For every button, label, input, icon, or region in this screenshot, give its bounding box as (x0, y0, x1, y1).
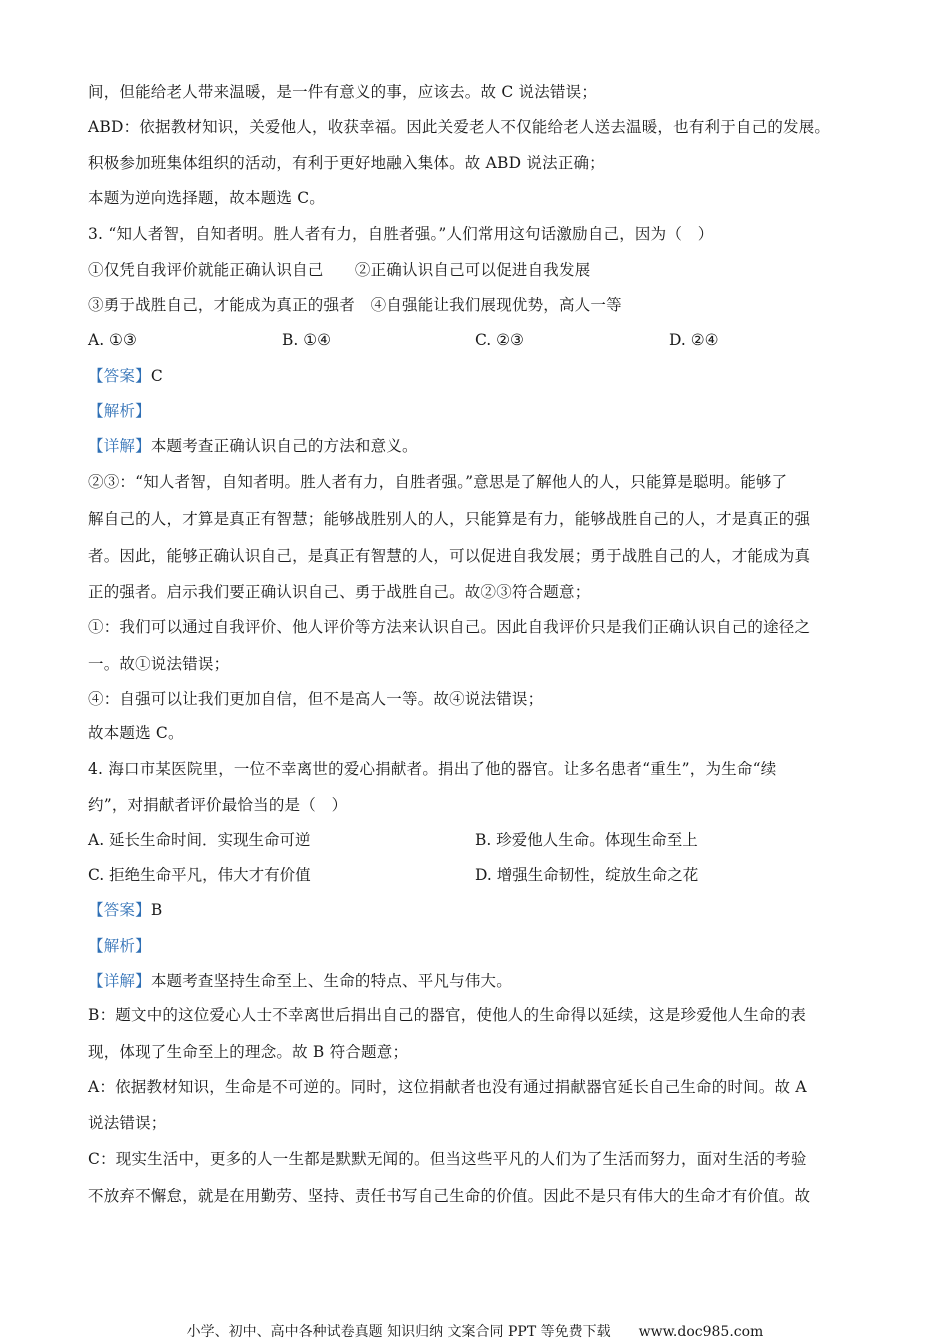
text-line: 间，但能给老人带来温暖，是一件有意义的事，应该去。故 C 说法错误； (88, 83, 598, 101)
text-line: 不放弃不懈怠，就是在用勤劳、坚持、责任书写自己生命的价值。因此不是只有伟大的生命才有价值。故 (88, 1187, 811, 1205)
answer-label: 【答案】 (88, 367, 151, 385)
text-line: C：现实生活中，更多的人一生都是默默无闻的。但当这些平凡的人们为了生活而努力，面对生活的考验 (88, 1150, 807, 1168)
text-line: 故本题选 C。 (88, 724, 184, 742)
text-line: 积极参加班集体组织的活动，有利于更好地融入集体。故 ABD 说法正确； (88, 154, 605, 172)
question-3-option-a: A. ①③ (88, 331, 137, 349)
page-footer: 小学、初中、高中各种试卷真题 知识归纳 文案合同 PPT 等免费下载 www.doc985.com (186, 1324, 764, 1340)
text-line: 解自己的人，才算是真正有智慧；能够战胜别人的人，只能算是有力，能够战胜自己的人，才是真正的强 (88, 510, 811, 528)
question-4-option-a: A. 延长生命时间．实现生命可逆 (88, 831, 311, 849)
question-3-detail (88, 436, 418, 456)
analysis-label: 【解析】 (88, 937, 151, 955)
question-4-detail (88, 971, 512, 991)
text-line: 一。故①说法错误； (88, 655, 230, 673)
text-line: 现，体现了生命至上的理念。故 B 符合题意； (88, 1043, 409, 1061)
question-4-analysis (88, 936, 151, 956)
question-3-stem: 3. “知人者智，自知者明。胜人者有力，自胜者强。”人们常用这句话激励自己，因为（ ） (88, 225, 714, 243)
question-4-option-c: C. 拒绝生命平凡，伟大才有价值 (88, 866, 311, 884)
question-3-option-b: B. ①④ (282, 331, 332, 349)
text-line: 本题为逆向选择题，故本题选 C。 (88, 189, 325, 207)
analysis-label: 【解析】 (88, 402, 151, 420)
question-3-statements: ③勇于战胜自己，才能成为真正的强者 ④自强能让我们展现优势，高人一等 (88, 296, 622, 314)
text-line: ①：我们可以通过自我评价、他人评价等方法来认识自己。因此自我评价只是我们正确认识自己的途径之 (88, 618, 811, 636)
question-4-stem: 4. 海口市某医院里，一位不幸离世的爱心捐献者。捐出了他的器官。让多名患者“重生”，为生命“续 (88, 760, 777, 778)
question-3-answer (88, 366, 163, 386)
answer-value: B (150, 901, 163, 919)
question-3-statements: ①仅凭自我评价就能正确认识自己 ②正确认识自己可以促进自我发展 (88, 261, 591, 279)
detail-label: 【详解】 (88, 437, 151, 455)
answer-value: C (150, 367, 163, 385)
answer-label: 【答案】 (88, 901, 151, 919)
text-line: A：依据教材知识，生命是不可逆的。同时，这位捐献者也没有通过捐献器官延长自己生命的时间。故 A (88, 1078, 807, 1096)
question-4-answer (88, 900, 162, 920)
text-line: 者。因此，能够正确认识自己，是真正有智慧的人，可以促进自我发展；勇于战胜自己的人，才能成为真 (88, 547, 811, 565)
text-line: ABD：依据教材知识，关爱他人，收获幸福。因此关爱老人不仅能给老人送去温暖，也有利于自己的发展。 (88, 118, 831, 136)
detail-label: 【详解】 (88, 972, 151, 990)
text-line: ④：自强可以让我们更加自信，但不是高人一等。故④说法错误； (88, 690, 544, 708)
question-3-option-c: C. ②③ (475, 331, 524, 349)
question-4-stem: 约”，对捐献者评价最恰当的是（ ） (88, 796, 348, 814)
question-3-analysis (88, 401, 151, 421)
text-line: 说法错误； (88, 1114, 167, 1132)
text-line: ②③：“知人者智，自知者明。胜人者有力，自胜者强。”意思是了解他人的人，只能算是聪明。能够了 (88, 473, 788, 491)
question-4-option-d: D. 增强生命韧性，绽放生命之花 (475, 866, 699, 884)
text-line: 正的强者。启示我们要正确认识自己、勇于战胜自己。故②③符合题意； (88, 583, 591, 601)
question-3-option-d: D. ②④ (669, 331, 719, 349)
question-4-option-b: B. 珍爱他人生命。体现生命至上 (475, 831, 698, 849)
detail-text: 本题考查坚持生命至上、生命的特点、平凡与伟大。 (150, 972, 512, 990)
text-line: B：题文中的这位爱心人士不幸离世后捐出自己的器官，使他人的生命得以延续，这是珍爱他人生命的表 (88, 1006, 807, 1024)
detail-text: 本题考查正确认识自己的方法和意义。 (150, 437, 418, 455)
